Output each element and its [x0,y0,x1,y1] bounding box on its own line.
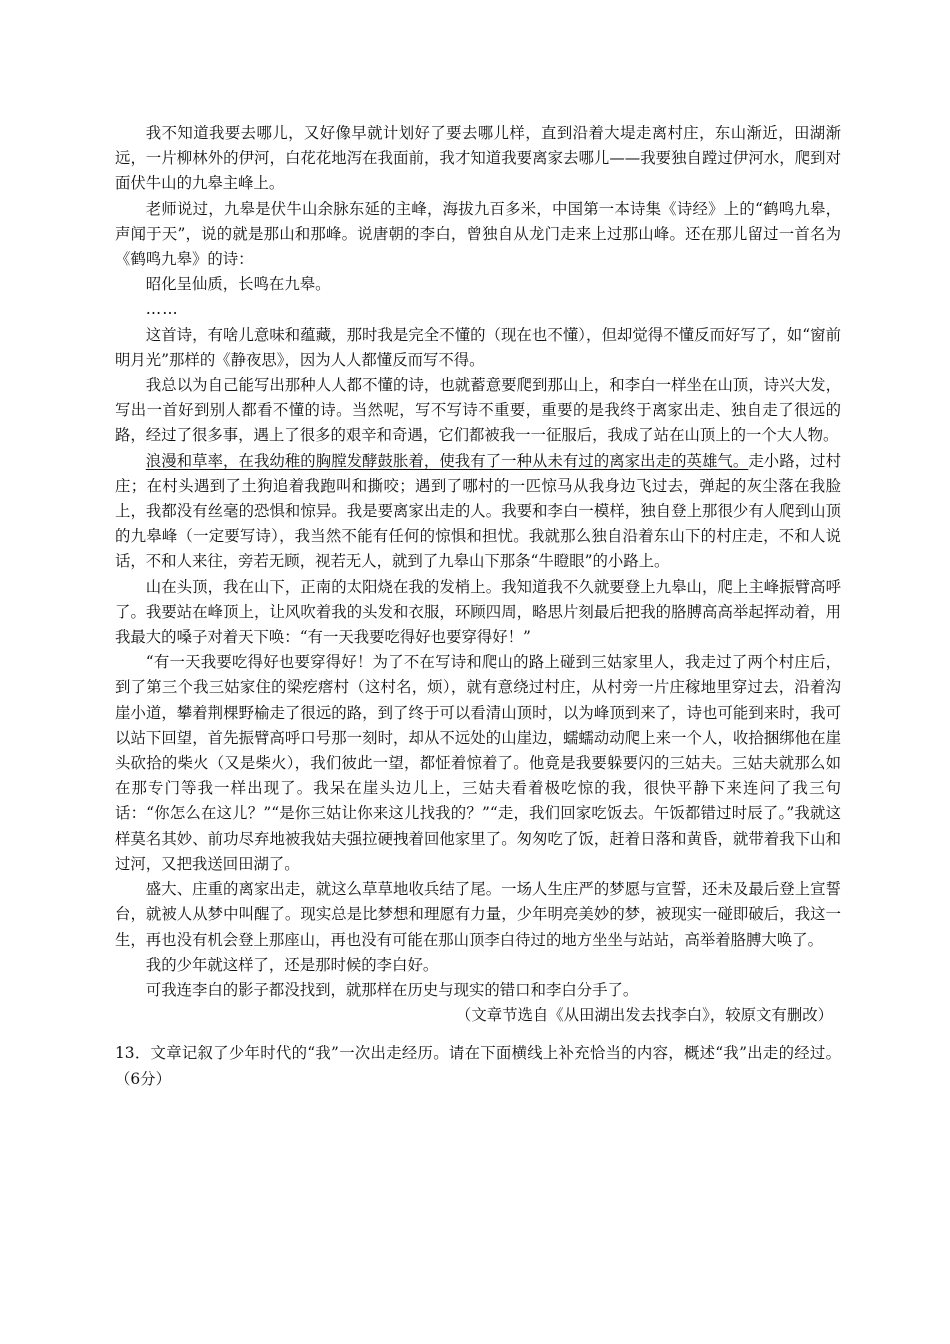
question-13: 13．文章记叙了少年时代的“我”一次出走经历。请在下面横线上补充恰当的内容，概述“我”出走的经过。（6分） [115,1044,841,1088]
paragraph-2: 老师说过，九皋是伏牛山余脉东延的主峰，海拔九百多米，中国第一本诗集《诗经》上的“鹤鸣九皋，声闻于天”，说的就是那山和那峰。说唐朝的李白，曾独自从龙门走来上过那山峰。还在那儿留过一首名为《鹤鸣九皋》的诗： [115,199,841,269]
paragraph-7: “有一天我要吃得好也要穿得好！为了不在写诗和爬山的路上碰到三姑家里人，我走过了两个村庄后，到了第三个我三姑家住的梁疙瘩村（这村名，烦），就有意绕过村庄，从村旁一片庄稼地里穿过去，沿着沟崖小道，攀着荆棵野榆走了很远的路，到了终于可以看清山顶时，以为峰顶到来了，诗也可能到来时，我可以站下回望，首先振臂高呼口号那一刻时，却从不远处的山崖边，蠕蠕动动爬上来一个人，收拾捆绑他在崖头砍拾的柴火（又是柴火），我们彼此一望，都怔着惊着了。他竟是我要躲要闪的三姑夫。三姑夫就那么如在那专门等我一样出现了。我呆在崖头边儿上，三姑夫看着极吃惊的我，很快平静下来连问了我三句话：“你怎么在这儿？”“是你三姑让你来这儿找我的？”“走，我们回家吃饭去。午饭都错过时辰了。”我就这样莫名其妙、前功尽弃地被我姑夫强拉硬拽着回他家里了。匆匆吃了饭，赶着日落和黄昏，就带着我下山和过河，又把我送回田湖了。 [115,653,841,873]
document-page [115,121,841,1092]
underlined-sentence: 浪漫和草率，在我幼稚的胸膛发酵鼓胀着，使我有了一种从未有过的离家出走的英雄气。 [145,451,749,470]
paragraph-5 [115,449,841,575]
paragraph-6: 山在头顶，我在山下，正南的太阳烧在我的发梢上。我知道我不久就要登上九皋山，爬上主峰振臂高呼了。我要站在峰顶上，让风吹着我的头发和衣服，环顾四周，略思片刻最后把我的胳膊高高举起挥动着，用我最大的嗓子对着天下唤：“有一天我要吃得好也要穿得好！” [115,577,841,647]
paragraph-9: 我的少年就这样了，还是那时候的李白好。 [145,955,439,974]
paragraph-1: 我不知道我要去哪儿，又好像早就计划好了要去哪儿样，直到沿着大堤走离村庄，东山渐近，田湖渐远，一片柳林外的伊河，白花花地泻在我面前，我才知道我要离家去哪儿——我要独自蹚过伊河水，爬到对面伏牛山的九皋主峰上。 [115,124,841,193]
source-citation: （文章节选自《从田湖出发去找李白》，较原文有删改） [455,1006,833,1025]
paragraph-3: 这首诗，有啥儿意味和蕴藏，那时我是完全不懂的（现在也不懂），但却觉得不懂反而好写了，如“窗前明月光”那样的《静夜思》，因为人人都懂反而写不得。 [115,325,841,369]
paragraph-5-rest: 走小路，过村庄；在村头遇到了土狗追着我跑叫和撕咬；遇到了哪村的一匹惊马从我身边飞过去，弹起的灰尘落在我脸上，我都没有丝毫的恐惧和惊异。我是要离家出走的人。我要和李白一模样，独自登上那很少有人爬到山顶的九皋峰（一定要写诗），我当然不能有任何的惊惧和担忧。我就那么独自沿着东山下的村庄走，不和人说话，不和人来往，旁若无顾，视若无人，就到了九皋山下那条“牛瞪眼”的小路上。 [115,451,841,571]
paragraph-8: 盛大、庄重的离家出走，就这么草草地收兵结了尾。一场人生庄严的梦愿与宣誓，还未及最后登上宣誓台，就被人从梦中叫醒了。现实总是比梦想和理愿有力量，少年明亮美妙的梦，被现实一碰即破后，我这一生，再也没有机会登上那座山，再也没有可能在那山顶李白待过的地方坐坐与站站，高举着胳膊大唤了。 [115,880,841,949]
paragraph-4: 我总以为自己能写出那种人人都不懂的诗，也就蓄意要爬到那山上，和李白一样坐在山顶，诗兴大发，写出一首好到别人都看不懂的诗。当然呢，写不写诗不重要，重要的是我终于离家出走、独自走了很远的路，经过了很多事，遇上了很多的艰辛和奇遇，它们都被我一一征服后，我成了站在山顶上的一个大人物。 [115,376,841,445]
paragraph-10: 可我连李白的影子都没找到，就那样在历史与现实的错口和李白分手了。 [145,980,639,999]
poem-ellipsis: …… [145,300,179,319]
poem-line: 昭化呈仙质，长鸣在九皋。 [145,275,331,294]
